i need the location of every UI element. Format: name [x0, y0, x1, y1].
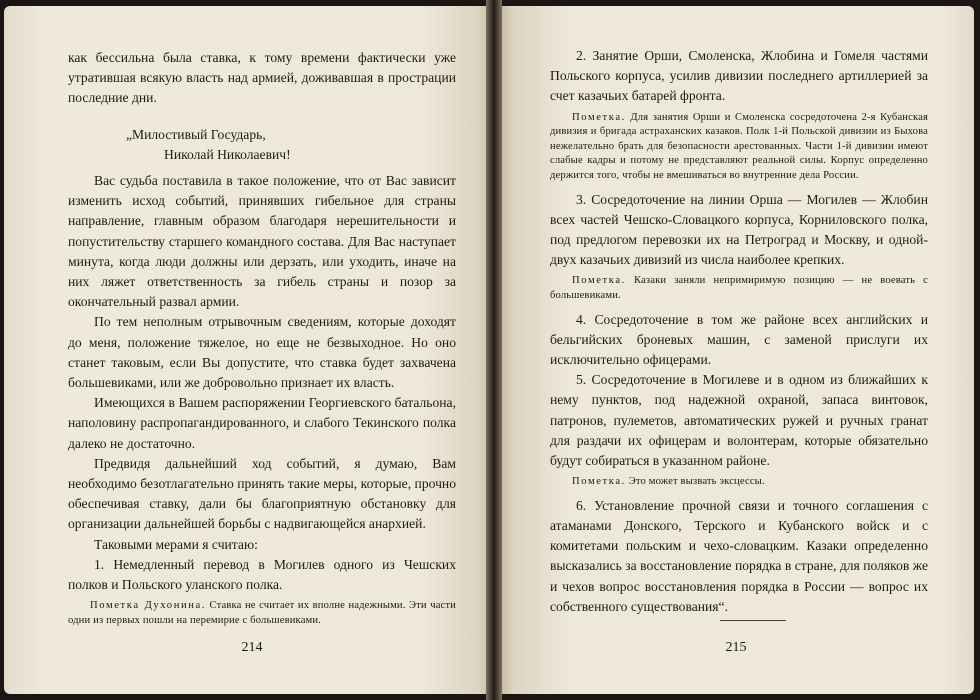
page-number-left: 214 — [241, 640, 263, 655]
left-page-text — [68, 48, 456, 634]
opening-paragraph: как бессильна была ставка, к тому времени фактически уже утратившая всякую власть над армией, доживавшая в прострации последние дни. — [68, 50, 456, 106]
note-text: Для занятия Орши и Смоленска сосредоточена 2-я Кубанская дивизия и бригада астраханских казаков. Полк 1-й Польской дивизии из Быхова нежелательно брать для безопасности арестованных. Части 1-й дивизии имеют слабые кадры и потому не представляют реальной силы. Корпус определенно держится того, чтобы не вмешиваться во внутренние дела России. — [550, 111, 928, 181]
marginal-note-1 — [68, 599, 456, 628]
letter-paragraph-4: Предвидя дальнейший ход событий, я думаю, Вам необходимо безотлагательно принять такие меры, которые, прочно обеспечивая ставку, дали бы благоприятную обстановку для организации дальнейшей борьбы с надвигающейся анархией. — [68, 455, 456, 532]
note-text: Это может вызвать эксцессы. — [628, 476, 765, 488]
book-gutter — [486, 0, 502, 700]
salutation-line-1: „Милостивый Государь, — [126, 126, 266, 142]
note-label: Пометка. — [572, 111, 626, 123]
note-label: Пометка Духонина. — [90, 600, 207, 612]
note-label: Пометка. — [572, 275, 626, 287]
note-text: Казаки заняли непримиримую позицию — не воевать с большевиками. — [550, 275, 928, 301]
list-item-4: 4. Сосредоточение в том же районе всех английских и бельгийских броневых машин, с заменой прислуги их исключительно офицерами. — [550, 311, 928, 367]
letter-paragraph-1: Вас судьба поставила в такое положение, что от Вас зависит изменить исход событий, принявших гибельное для страны направление, главным образом благодаря нерешительности и попустительству старшего командного состава. Для Вас наступает минута, когда люди должны или дерзать, или уходить, иначе на них ляжет ответственность за гибель страны и позор за окончательный развал армии. — [68, 173, 456, 310]
closing-rule — [720, 620, 786, 621]
letter-paragraph-3: Имеющихся в Вашем распоряжении Георгиевского батальона, наполовину распропагандированного, и слабого Текинского полка далеко не достаточно. — [68, 395, 456, 451]
left-page — [4, 6, 494, 694]
letter-paragraph-2: По тем неполным отрывочным сведениям, которые доходят до меня, положение тяжелое, но еще не безвыходное. Но оно станет таковым, если Вы допустите, что ставка будет захвачена большевиками, или же добровольно признает их власть. — [68, 314, 456, 391]
note-text: Ставка не считает их вполне надежными. Эти части одни из первых пошли на перемирие с большевиками. — [68, 600, 456, 626]
marginal-note-2 — [550, 111, 928, 184]
marginal-note-5 — [550, 475, 928, 490]
right-page-text — [550, 46, 928, 617]
letter-paragraph-5: Таковыми мерами я считаю: — [94, 536, 258, 552]
list-item-6: 6. Установление прочной связи и точного соглашения с атаманами Донского, Терского и Кубанского войск и с комитетами польским и чехо-словацким. Казаки определенно высказались за восстановление порядка в стране, для поляков же и чехов вопрос восстановления порядка в России — вопрос их собственного существования“. — [550, 497, 928, 614]
note-label: Пометка. — [572, 476, 626, 488]
list-item-1: 1. Немедленный перевод в Могилев одного из Чешских полков и Польского уланского полка. — [68, 556, 456, 593]
list-item-5: 5. Сосредоточение в Могилеве и в одном из ближайших к нему пунктов, под надежной охраной, запаса винтовок, патронов, пулеметов, автоматических ружей и ручных гранат для раздачи их офицерам и волонтерам, которые обязательно будут собираться в указанном районе. — [550, 372, 928, 468]
list-item-3: 3. Сосредоточение на линии Орша — Могилев — Жлобин всех частей Чешско-Словацкого корпуса, Корниловского полка, под предлогом перевозки их на Петроград и Москву, и одной-двух казачьих дивизий из числа наиболее крепких. — [550, 191, 928, 268]
marginal-note-3 — [550, 274, 928, 303]
list-item-2: 2. Занятие Орши, Смоленска, Жлобина и Гомеля частями Польского корпуса, усилив дивизии последнего артиллерией за счет казачьих батарей фронта. — [550, 48, 928, 104]
salutation-line-2: Николай Николаевич! — [164, 146, 291, 162]
page-number-right: 215 — [725, 640, 747, 655]
right-page — [498, 6, 974, 694]
